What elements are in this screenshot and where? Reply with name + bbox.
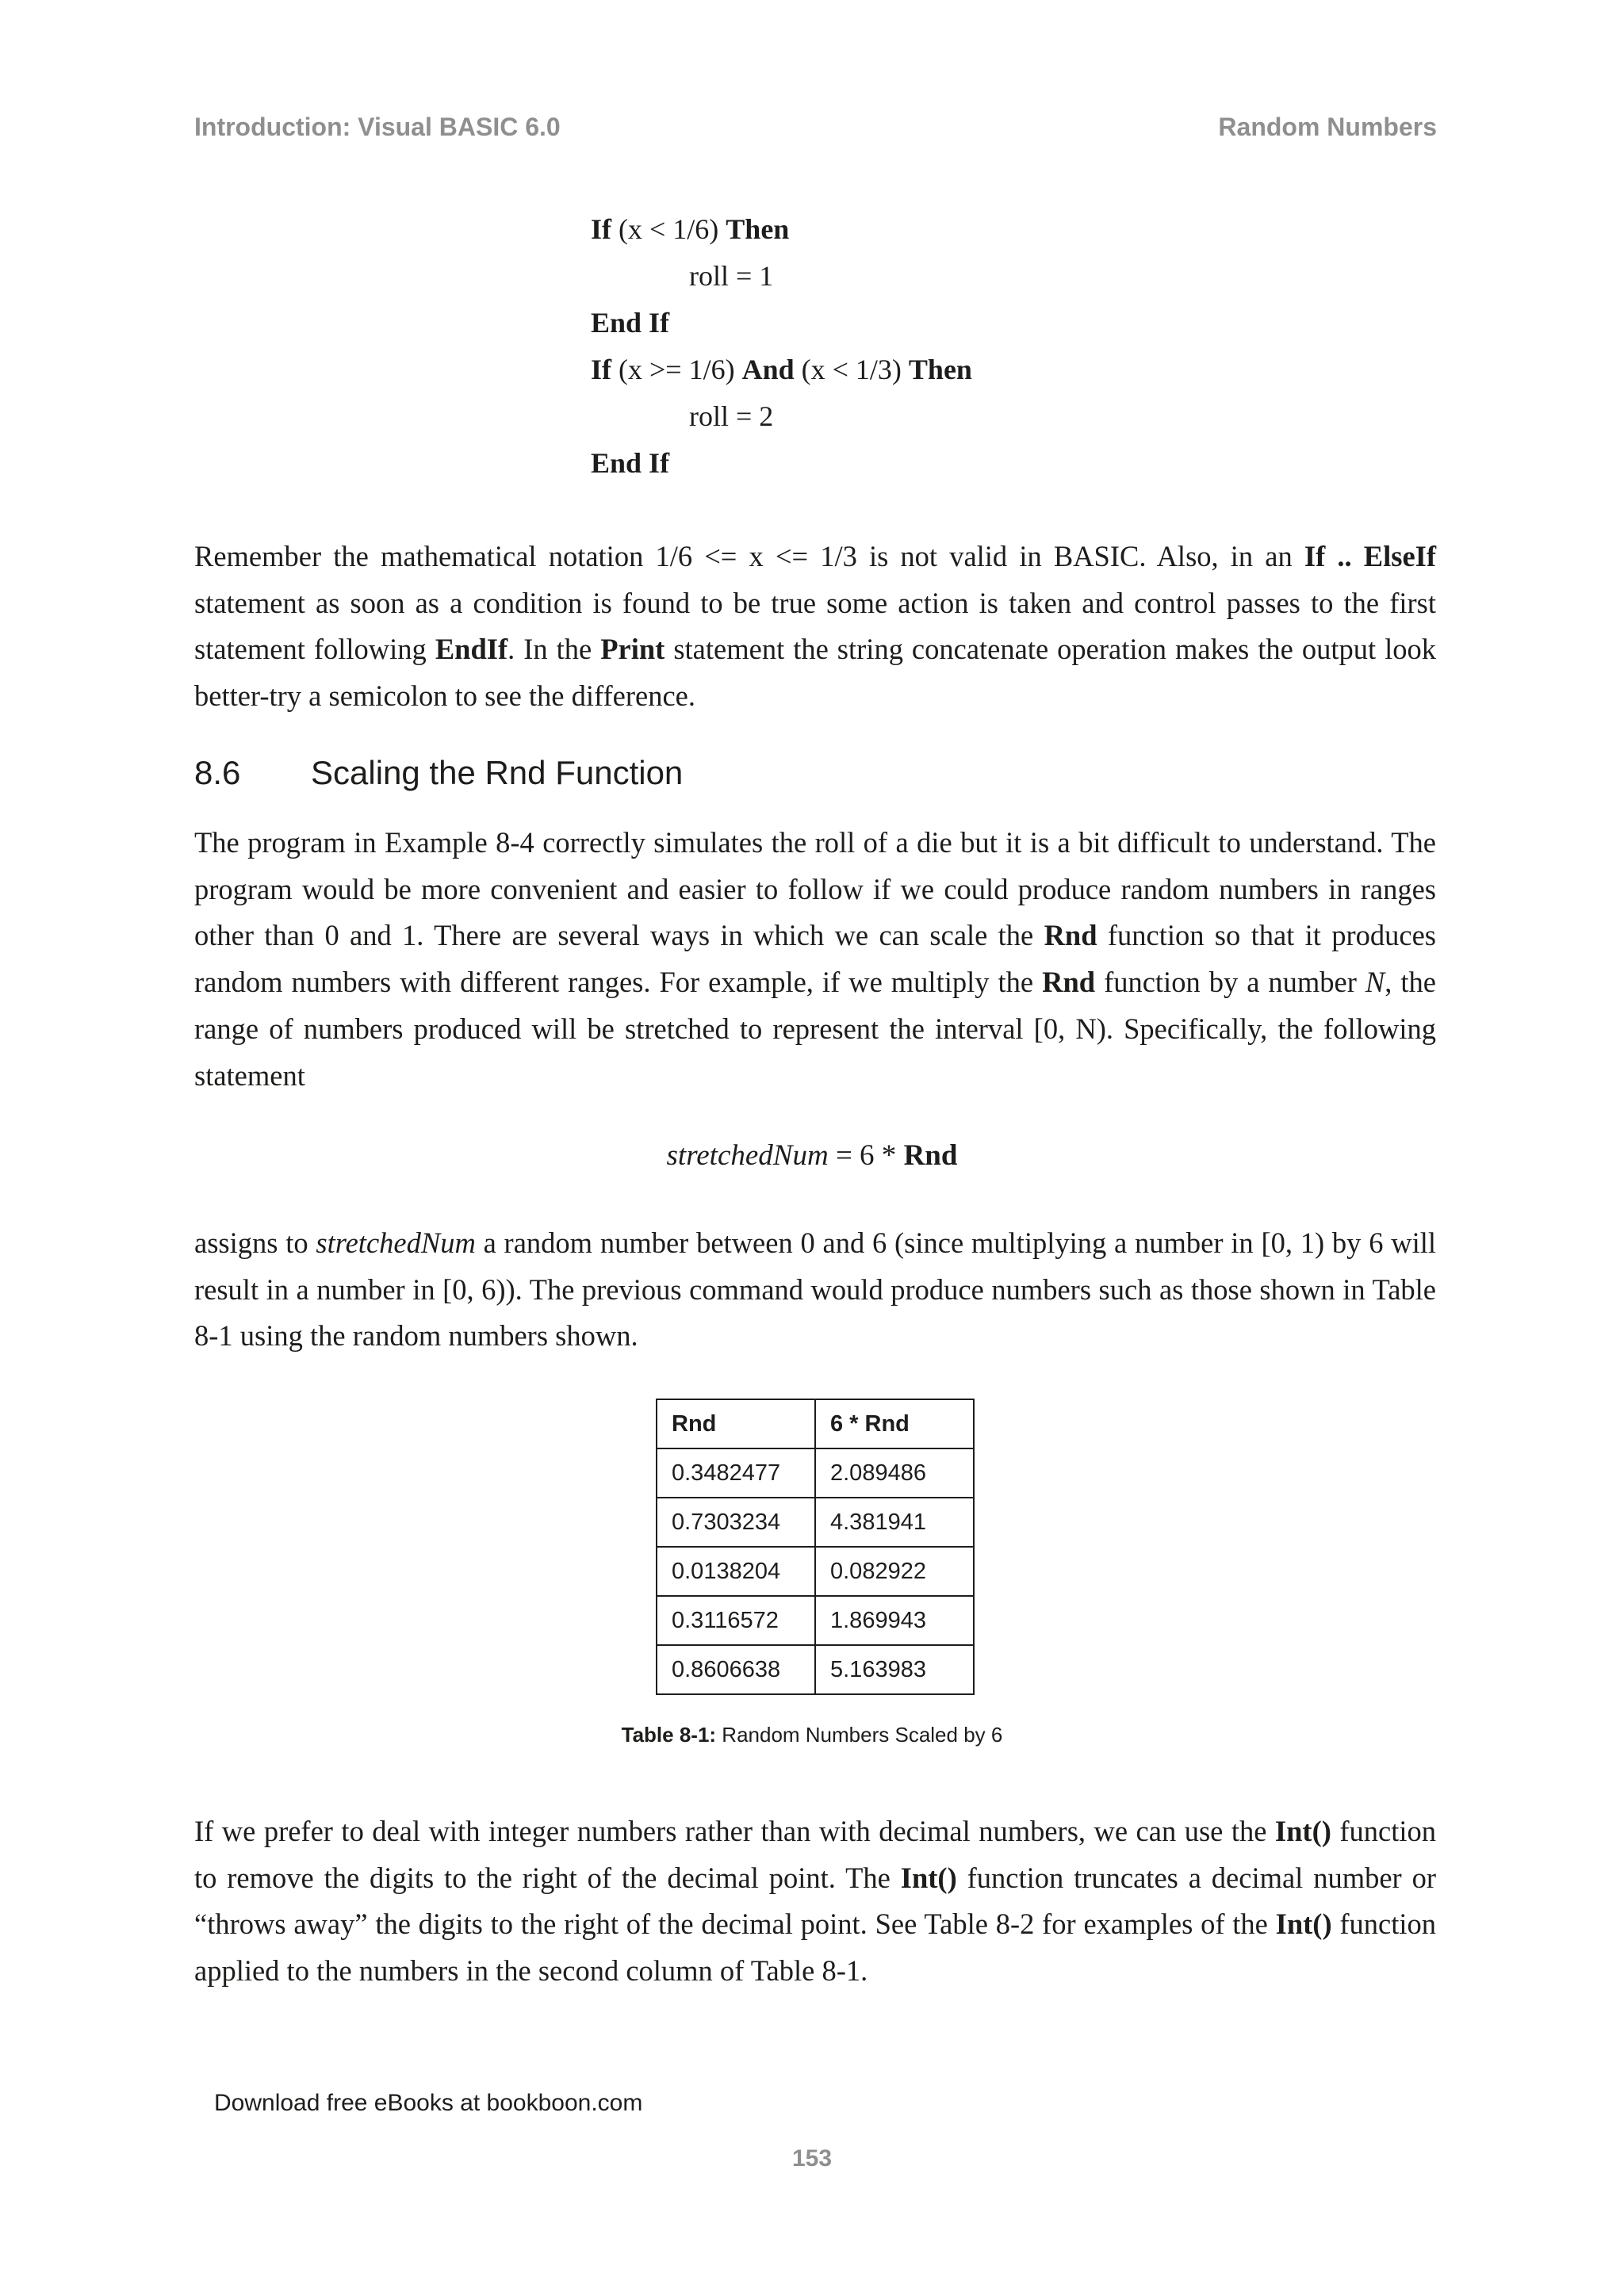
code-line: End If xyxy=(591,307,670,339)
section-number: 8.6 xyxy=(194,754,241,791)
column-header: 6 * Rnd xyxy=(815,1399,974,1448)
table-row: 0.8606638 5.163983 xyxy=(657,1645,974,1694)
code-line: If (x < 1/6) Then xyxy=(591,213,790,245)
table-row: 0.3116572 1.869943 xyxy=(657,1596,974,1645)
table-row: 0.7303234 4.381941 xyxy=(657,1498,974,1547)
paragraph-2: The program in Example 8-4 correctly simulates the roll of a die but it is a bit difficult to understand. The program would be more convenient and easier to follow if we could produce random numbers in ranges other than 0 and 1. There are several ways in which we can scale the Rnd function so that it produces random numbers with different ranges. For example, if we multiply the Rnd function by a number N, the range of numbers produced will be stretched to represent the interval [0, N). Specifically, the following statement xyxy=(194,826,1436,1092)
formula-line: stretchedNum = 6 * Rnd xyxy=(666,1139,958,1172)
table-row: 0.0138204 0.082922 xyxy=(657,1547,974,1596)
data-table xyxy=(656,1399,975,1695)
running-header-right: Random Numbers xyxy=(1218,113,1437,141)
column-header: Rnd xyxy=(657,1399,815,1448)
code-line: roll = 2 xyxy=(689,400,774,432)
code-line: If (x >= 1/6) And (x < 1/3) Then xyxy=(591,354,972,385)
code-line: End If xyxy=(591,447,670,479)
running-header-left: Introduction: Visual BASIC 6.0 xyxy=(194,113,561,141)
paragraph-4: If we prefer to deal with integer numbers rather than with decimal numbers, we can use the Int() function to remove the digits to the right of the decimal point. The Int() function truncates a decimal number or “throws away” the digits to the right of the decimal point. See Table 8-2 for examples of the Int() function applied to the numbers in the second column of Table 8-1. xyxy=(194,1815,1437,1988)
code-line: roll = 1 xyxy=(689,260,774,292)
table-header-row xyxy=(657,1399,974,1448)
page-number: 153 xyxy=(791,2145,833,2172)
section-title: Scaling the Rnd Function xyxy=(311,754,684,791)
paragraph-3: assigns to stretchedNum a random number between 0 and 6 (since multiplying a number in [0, 1) by 6 will result in a number in [0, 6)). The previous command would produce numbers such as those shown in Table 8-1 using the random numbers shown. xyxy=(194,1226,1436,1353)
download-link[interactable]: Download free eBooks at bookboon.com xyxy=(214,2090,643,2116)
table-row: 0.3482477 2.089486 xyxy=(657,1448,974,1498)
table-caption: Table 8-1: Random Numbers Scaled by 6 xyxy=(621,1723,1003,1747)
paragraph-1: Remember the mathematical notation 1/6 <= x <= 1/3 is not valid in BASIC. Also, in an If .. ElseIf statement as soon as a condition is found to be true some action is taken and control passes to the first statement following EndIf. In the Print statement the string concatenate operation makes the output look better-try a semicolon to see the difference. xyxy=(194,540,1437,713)
code-block xyxy=(591,206,972,487)
section-heading xyxy=(194,754,683,792)
